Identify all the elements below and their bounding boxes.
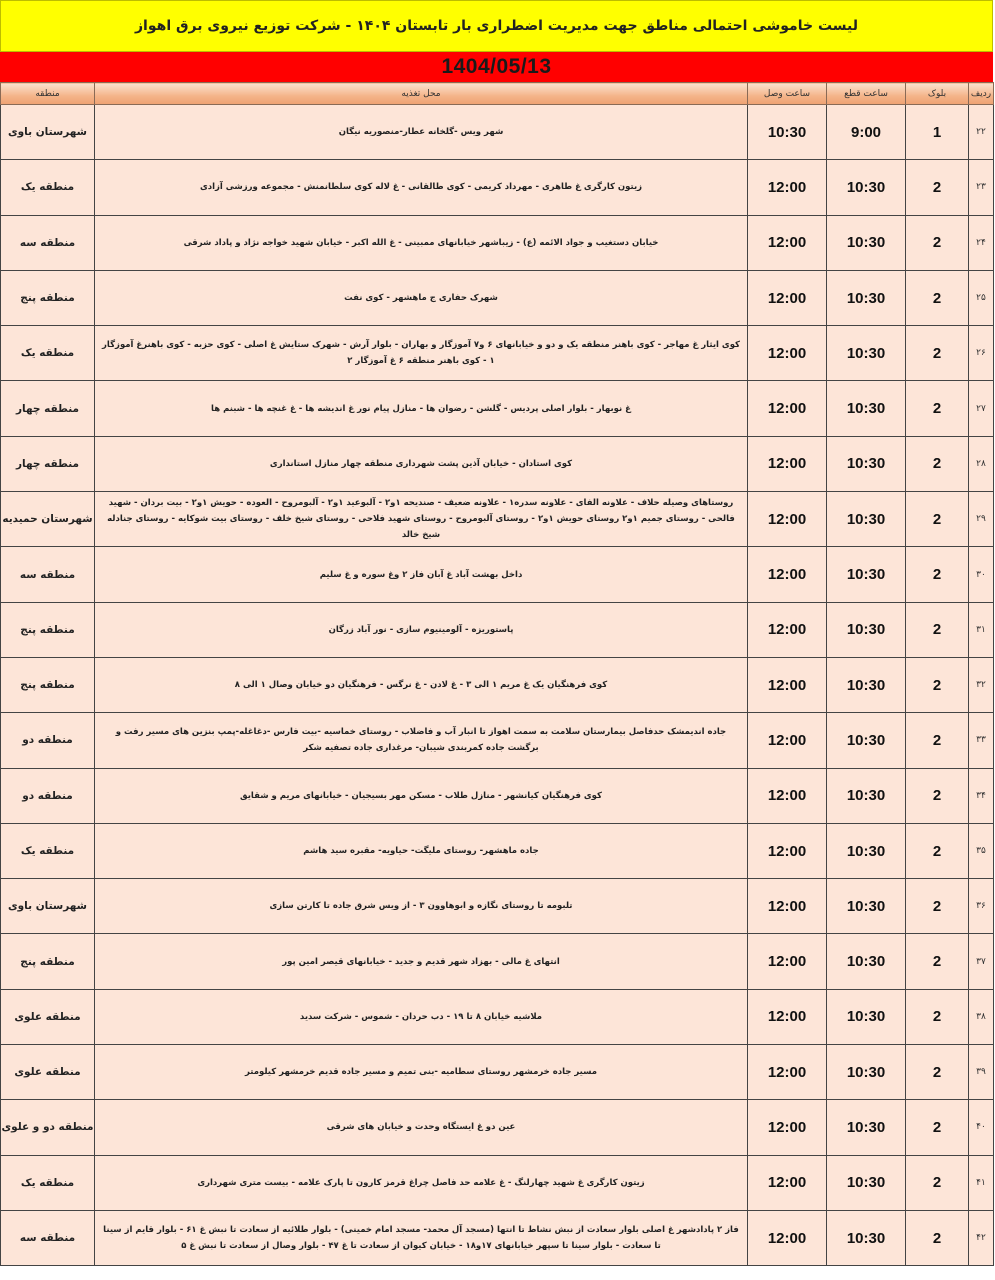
cut-time-cell: 10:30 [827, 602, 906, 657]
location-cell: پاستوریزه - آلومینیوم سازی - نور آباد زرگان [95, 602, 748, 657]
cut-time-cell: 10:30 [827, 768, 906, 823]
location-cell: کوی ایثار غ مهاجر - کوی باهنر منطقه یک و دو و خیابانهای ۶ و۷ آموزگار و بهاران - بلوار آرش - شهرک ستایش غ اصلی - کوی حزبه - کوی باهنرغ آموزگار ۱ - کوی باهنر منطقه ۶ غ آموزگار ۲ [95, 326, 748, 381]
cut-time-cell: 10:30 [827, 436, 906, 491]
row-number-cell: ۳۱ [969, 602, 994, 657]
table-row [1, 1155, 994, 1210]
row-number-cell: ۴۰ [969, 1100, 994, 1155]
block-cell: 2 [906, 713, 969, 768]
location-cell: کوی فرهنگیان کیانشهر - منازل طلاب - مسکن مهر بسیجیان - خیابانهای مریم و شقایق [95, 768, 748, 823]
connect-time-cell: 12:00 [748, 160, 827, 215]
row-number-cell: ۳۵ [969, 823, 994, 878]
region-cell: منطقه علوی [1, 1045, 95, 1100]
row-number-cell: ۳۲ [969, 657, 994, 712]
column-header-block: بلوک [906, 83, 969, 105]
location-cell: روستاهای وصیله حلاف - علاونه الفای - علاونه سدره۱ - علاونه ضعیف - صندیحه ۱و۲ - آلبوعید ۱و۲ - آلبومروح - العوده - حویش ۱و۲ - بیت بردان - شهید فالحی - روستای جمیم ۱و۲ روستای حویش ۱و۲ - روستای آلبومروح - روستای شهید فلاحی - روستای شیخ خلف - روستای بیت شوکایه - روستای جنادله شیخ خالد [95, 492, 748, 547]
location-cell: عین دو غ ایستگاه وحدت و خیابان های شرقی [95, 1100, 748, 1155]
cut-time-cell: 9:00 [827, 105, 906, 160]
location-cell: غ نوبهار - بلوار اصلی پردیس - گلشن - رضوان ها - منازل پیام نور غ اندیشه ها - غ غنچه ها - شبنم ها [95, 381, 748, 436]
region-cell: منطقه پنج [1, 602, 95, 657]
row-number-cell: ۳۹ [969, 1045, 994, 1100]
region-cell: منطقه یک [1, 326, 95, 381]
table-row [1, 547, 994, 602]
location-cell: داخل بهشت آباد غ آبان فاز ۲ وغ سوره و غ سلیم [95, 547, 748, 602]
connect-time-cell: 12:00 [748, 381, 827, 436]
cut-time-cell: 10:30 [827, 270, 906, 325]
block-cell: 2 [906, 160, 969, 215]
row-number-cell: ۴۱ [969, 1155, 994, 1210]
location-cell: تلبومه تا روستای نگازه و ابوهاوون ۳ - از ویس شرق جاده تا کارتن سازی [95, 879, 748, 934]
connect-time-cell: 12:00 [748, 1100, 827, 1155]
region-cell: شهرستان باوی [1, 879, 95, 934]
table-row [1, 1210, 994, 1265]
table-row [1, 381, 994, 436]
block-cell: 2 [906, 215, 969, 270]
cut-time-cell: 10:30 [827, 989, 906, 1044]
cut-time-cell: 10:30 [827, 160, 906, 215]
location-cell: شهر ویس -گلخانه عطار-منصوریه نیگان [95, 105, 748, 160]
cut-time-cell: 10:30 [827, 547, 906, 602]
connect-time-cell: 12:00 [748, 270, 827, 325]
schedule-date: 1404/05/13 [441, 55, 552, 78]
location-cell: شهرک حفاری ج ماهشهر - کوی نفت [95, 270, 748, 325]
column-header-region: منطقه [1, 83, 95, 105]
location-cell: زیتون کارگری غ شهید چهارلنگ - غ علامه حد فاصل چراغ قرمز کارون تا پارک علامه - بیست متری شهرداری [95, 1155, 748, 1210]
location-cell: مسیر جاده خرمشهر روستای سطامیه -بنی تمیم و مسیر جاده قدیم خرمشهر کیلومتر [95, 1045, 748, 1100]
row-number-cell: ۲۲ [969, 105, 994, 160]
row-number-cell: ۳۰ [969, 547, 994, 602]
table-row [1, 879, 994, 934]
row-number-cell: ۴۲ [969, 1210, 994, 1265]
row-number-cell: ۲۴ [969, 215, 994, 270]
cut-time-cell: 10:30 [827, 381, 906, 436]
region-cell: شهرستان باوی [1, 105, 95, 160]
column-header-connect-time: ساعت وصل [748, 83, 827, 105]
row-number-cell: ۲۵ [969, 270, 994, 325]
connect-time-cell: 10:30 [748, 105, 827, 160]
title-banner [0, 0, 993, 52]
cut-time-cell: 10:30 [827, 713, 906, 768]
column-header-location: محل تغذیه [95, 83, 748, 105]
cut-time-cell: 10:30 [827, 215, 906, 270]
row-number-cell: ۲۸ [969, 436, 994, 491]
cut-time-cell: 10:30 [827, 1045, 906, 1100]
connect-time-cell: 12:00 [748, 547, 827, 602]
region-cell: شهرستان حمیدیه [1, 492, 95, 547]
location-cell: خیابان دستغیب و جواد الائمه (ع) - زیباشهر خیابانهای ممبینی - غ الله اکبر - خیابان شهید خواجه نژاد و پاداد شرقی [95, 215, 748, 270]
block-cell: 2 [906, 823, 969, 878]
table-header-row [1, 83, 994, 105]
block-cell: 2 [906, 879, 969, 934]
location-cell: فاز ۲ پادادشهر غ اصلی بلوار سعادت از نبش نشاط تا انتها (مسجد آل محمد- مسجد امام خمینی) - بلوار طلائیه از سعادت تا نبش غ ۶۱ - بلوار قایم از سینا تا سعادت - بلوار سینا تا سپهر خیابانهای ۱۷و۱۸ - خیابان کیوان از سعادت تا غ ۴۷ - بلوار وصال از سعادت تا نبش غ ۵ [95, 1210, 748, 1265]
table-row [1, 989, 994, 1044]
location-cell: کوی استادان - خیابان آذین پشت شهرداری منطقه چهار منازل استانداری [95, 436, 748, 491]
region-cell: منطقه سه [1, 547, 95, 602]
location-cell: جاده ماهشهر- روستای ملیگت- حیاویه- مقبره سید هاشم [95, 823, 748, 878]
outage-table [0, 82, 994, 1266]
location-cell: جاده اندیمشک حدفاصل بیمارستان سلامت به سمت اهواز تا انبار آب و فاضلاب - روستای خماسیه -بیت فارس -دغاغله-پمپ بنزین های مسیر رفت و برگشت جاده کمربندی شیبان- مرغداری جاده تصفیه شکر [95, 713, 748, 768]
region-cell: منطقه پنج [1, 934, 95, 989]
table-row [1, 1100, 994, 1155]
connect-time-cell: 12:00 [748, 436, 827, 491]
block-cell: 2 [906, 326, 969, 381]
connect-time-cell: 12:00 [748, 879, 827, 934]
region-cell: منطقه یک [1, 160, 95, 215]
block-cell: 2 [906, 270, 969, 325]
block-cell: 1 [906, 105, 969, 160]
region-cell: منطقه پنج [1, 657, 95, 712]
table-row [1, 270, 994, 325]
region-cell: منطقه سه [1, 1210, 95, 1265]
block-cell: 2 [906, 768, 969, 823]
table-row [1, 215, 994, 270]
connect-time-cell: 12:00 [748, 1210, 827, 1265]
block-cell: 2 [906, 1100, 969, 1155]
region-cell: منطقه پنج [1, 270, 95, 325]
row-number-cell: ۳۳ [969, 713, 994, 768]
table-row [1, 602, 994, 657]
table-row [1, 326, 994, 381]
region-cell: منطقه سه [1, 215, 95, 270]
date-banner [0, 52, 993, 82]
region-cell: منطقه علوی [1, 989, 95, 1044]
connect-time-cell: 12:00 [748, 1045, 827, 1100]
cut-time-cell: 10:30 [827, 326, 906, 381]
connect-time-cell: 12:00 [748, 713, 827, 768]
block-cell: 2 [906, 436, 969, 491]
row-number-cell: ۲۳ [969, 160, 994, 215]
block-cell: 2 [906, 492, 969, 547]
row-number-cell: ۳۶ [969, 879, 994, 934]
block-cell: 2 [906, 657, 969, 712]
block-cell: 2 [906, 1155, 969, 1210]
block-cell: 2 [906, 1045, 969, 1100]
connect-time-cell: 12:00 [748, 1155, 827, 1210]
connect-time-cell: 12:00 [748, 326, 827, 381]
region-cell: منطقه یک [1, 1155, 95, 1210]
table-row [1, 934, 994, 989]
cut-time-cell: 10:30 [827, 879, 906, 934]
connect-time-cell: 12:00 [748, 657, 827, 712]
cut-time-cell: 10:30 [827, 1210, 906, 1265]
block-cell: 2 [906, 934, 969, 989]
column-header-row-number: ردیف [969, 83, 994, 105]
table-row [1, 436, 994, 491]
table-row [1, 160, 994, 215]
connect-time-cell: 12:00 [748, 492, 827, 547]
table-row [1, 492, 994, 547]
location-cell: زیتون کارگری غ طاهری - مهرداد کریمی - کوی طالقانی - غ لاله کوی سلطانمنش - مجموعه ورزشی آزادی [95, 160, 748, 215]
connect-time-cell: 12:00 [748, 989, 827, 1044]
cut-time-cell: 10:30 [827, 934, 906, 989]
connect-time-cell: 12:00 [748, 768, 827, 823]
table-row [1, 768, 994, 823]
cut-time-cell: 10:30 [827, 823, 906, 878]
cut-time-cell: 10:30 [827, 1155, 906, 1210]
cut-time-cell: 10:30 [827, 1100, 906, 1155]
location-cell: کوی فرهنگیان یک غ مریم ۱ الی ۳ - غ لادن - غ نرگس - فرهنگیان دو خیابان وصال ۱ الی ۸ [95, 657, 748, 712]
column-header-cut-time: ساعت قطع [827, 83, 906, 105]
row-number-cell: ۳۸ [969, 989, 994, 1044]
connect-time-cell: 12:00 [748, 215, 827, 270]
region-cell: منطقه دو و علوی [1, 1100, 95, 1155]
block-cell: 2 [906, 381, 969, 436]
connect-time-cell: 12:00 [748, 934, 827, 989]
region-cell: منطقه دو [1, 768, 95, 823]
row-number-cell: ۲۶ [969, 326, 994, 381]
table-row [1, 713, 994, 768]
cut-time-cell: 10:30 [827, 657, 906, 712]
row-number-cell: ۳۷ [969, 934, 994, 989]
row-number-cell: ۳۴ [969, 768, 994, 823]
block-cell: 2 [906, 602, 969, 657]
region-cell: منطقه چهار [1, 436, 95, 491]
region-cell: منطقه دو [1, 713, 95, 768]
location-cell: انتهای غ مالی - بهزاد شهر قدیم و جدید - خیابانهای قیصر امین پور [95, 934, 748, 989]
connect-time-cell: 12:00 [748, 602, 827, 657]
table-row [1, 657, 994, 712]
table-row [1, 105, 994, 160]
cut-time-cell: 10:30 [827, 492, 906, 547]
page-title: لیست خاموشی احتمالی مناطق جهت مدیریت اضطراری بار تابستان ۱۴۰۴ - شرکت توزیع نیروی برق اهواز [134, 18, 858, 34]
region-cell: منطقه چهار [1, 381, 95, 436]
block-cell: 2 [906, 547, 969, 602]
table-row [1, 823, 994, 878]
row-number-cell: ۲۹ [969, 492, 994, 547]
table-row [1, 1045, 994, 1100]
region-cell: منطقه یک [1, 823, 95, 878]
location-cell: ملاشیه خیابان ۸ تا ۱۹ - دب حردان - شموس - شرکت سدید [95, 989, 748, 1044]
connect-time-cell: 12:00 [748, 823, 827, 878]
block-cell: 2 [906, 1210, 969, 1265]
block-cell: 2 [906, 989, 969, 1044]
row-number-cell: ۲۷ [969, 381, 994, 436]
